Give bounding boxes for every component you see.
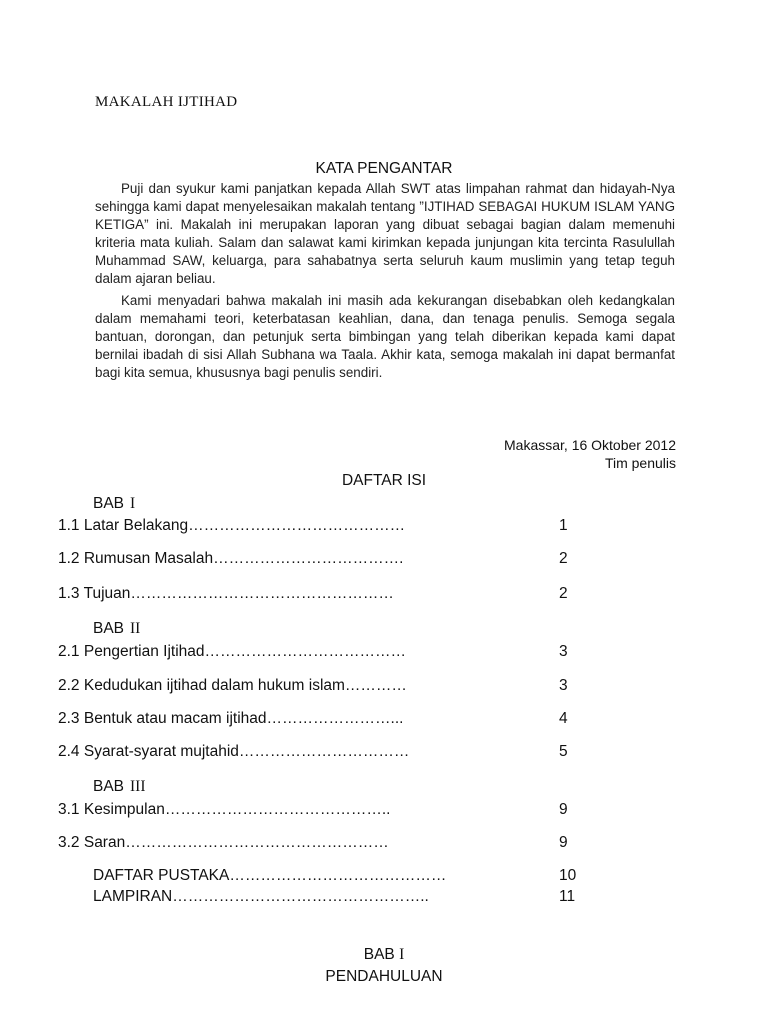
bab-heading-1 xyxy=(93,495,135,513)
bab-label: BAB xyxy=(363,946,395,963)
toc-label: 1.3 Tujuan…………………………………………… xyxy=(58,585,394,602)
toc-page: 2 xyxy=(559,585,568,602)
next-section-title: PENDAHULUAN xyxy=(325,968,443,985)
bab-label: BAB xyxy=(93,495,125,512)
toc-page: 9 xyxy=(559,801,568,818)
toc-row[interactable] xyxy=(58,677,618,697)
kata-pengantar-paragraph-2 xyxy=(95,292,675,382)
toc-row[interactable] xyxy=(58,743,618,763)
bab-heading-2 xyxy=(93,620,140,638)
toc-label: 2.1 Pengertian Ijtihad………………………………… xyxy=(58,643,406,660)
daftar-isi-title: DAFTAR ISI xyxy=(341,472,427,489)
toc-label: 3.1 Kesimpulan…………………………………….. xyxy=(58,801,391,818)
toc-page: 9 xyxy=(559,834,568,851)
toc-row[interactable] xyxy=(58,550,618,570)
kata-pengantar-paragraph-1 xyxy=(95,180,675,289)
toc-row[interactable] xyxy=(58,643,618,663)
bab-roman: I xyxy=(130,495,136,512)
toc-row[interactable] xyxy=(58,585,618,605)
bab-roman: II xyxy=(130,620,141,637)
paragraph-text: Kami menyadari bahwa makalah ini masih ada kekurangan disebabkan oleh kedangkalan dalam memahami teori, keterbatasan keahlian, dana, dan tenaga penulis. Semoga segala bantuan, dorongan, dan petunjuk serta bimbingan yang telah diberikan kepada kami dapat bernilai ibadah di sisi Allah Subhana wa Taala. Akhir kata, semoga makalah ini dapat bermanfat bagi kita semua, khususnya bagi penulis sendiri. xyxy=(95,293,675,381)
toc-row[interactable] xyxy=(58,517,618,537)
paragraph-text: Puji dan syukur kami panjatkan kepada Allah SWT atas limpahan rahmat dan hidayah-Nya sehingga kami dapat menyelesaikan makalah tentang ”IJTIHAD SEBAGAI HUKUM ISLAM YANG KETIGA” ini. Makalah ini merupakan laporan yang dibuat sebagai bagian dalam memenuhi kriteria mata kuliah. Salam dan salawat kami kirimkan kepada junjungan kita tercinta Rasulullah Muhammad SAW, keluarga, para sahabatnya serta seluruh kaum muslimin yang tetap teguh dalam ajaran beliau. xyxy=(95,181,675,287)
toc-label: LAMPIRAN………………………………………….. xyxy=(93,888,429,905)
toc-page: 11 xyxy=(559,888,576,905)
toc-page: 10 xyxy=(559,867,577,884)
bab-roman: III xyxy=(130,778,146,795)
toc-page: 3 xyxy=(559,677,568,694)
toc-page: 5 xyxy=(559,743,568,760)
bab-label: BAB xyxy=(93,778,125,795)
toc-label: 2.3 Bentuk atau macam ijtihad……………………... xyxy=(58,710,404,727)
toc-row[interactable] xyxy=(58,801,618,821)
toc-label: 2.4 Syarat-syarat mujtahid…………………………… xyxy=(58,743,410,760)
bab-roman: I xyxy=(399,946,405,963)
toc-row[interactable] xyxy=(58,710,618,730)
toc-row[interactable] xyxy=(58,834,618,854)
next-bab-heading xyxy=(0,946,768,964)
signature: Tim penulis xyxy=(604,455,676,471)
toc-page: 3 xyxy=(559,643,568,660)
toc-label: DAFTAR PUSTAKA…………………………………… xyxy=(93,867,447,884)
document-header: MAKALAH IJTIHAD xyxy=(95,94,238,110)
toc-page: 4 xyxy=(559,710,568,727)
toc-page: 1 xyxy=(559,517,568,534)
toc-row-lampiran[interactable] xyxy=(58,888,618,908)
bab-label: BAB xyxy=(93,620,125,637)
toc-label: 1.1 Latar Belakang…………………………………… xyxy=(58,517,406,534)
toc-page: 2 xyxy=(559,550,568,567)
bab-heading-3 xyxy=(93,778,146,796)
toc-row-daftar-pustaka[interactable] xyxy=(58,867,618,887)
toc-label: 3.2 Saran…………………………………………… xyxy=(58,834,389,851)
kata-pengantar-title: KATA PENGANTAR xyxy=(315,160,453,177)
place-date: Makassar, 16 Oktober 2012 xyxy=(504,437,676,453)
toc-label: 1.2 Rumusan Masalah………………………………. xyxy=(58,550,404,567)
toc-label: 2.2 Kedudukan ijtihad dalam hukum islam………… xyxy=(58,677,407,694)
